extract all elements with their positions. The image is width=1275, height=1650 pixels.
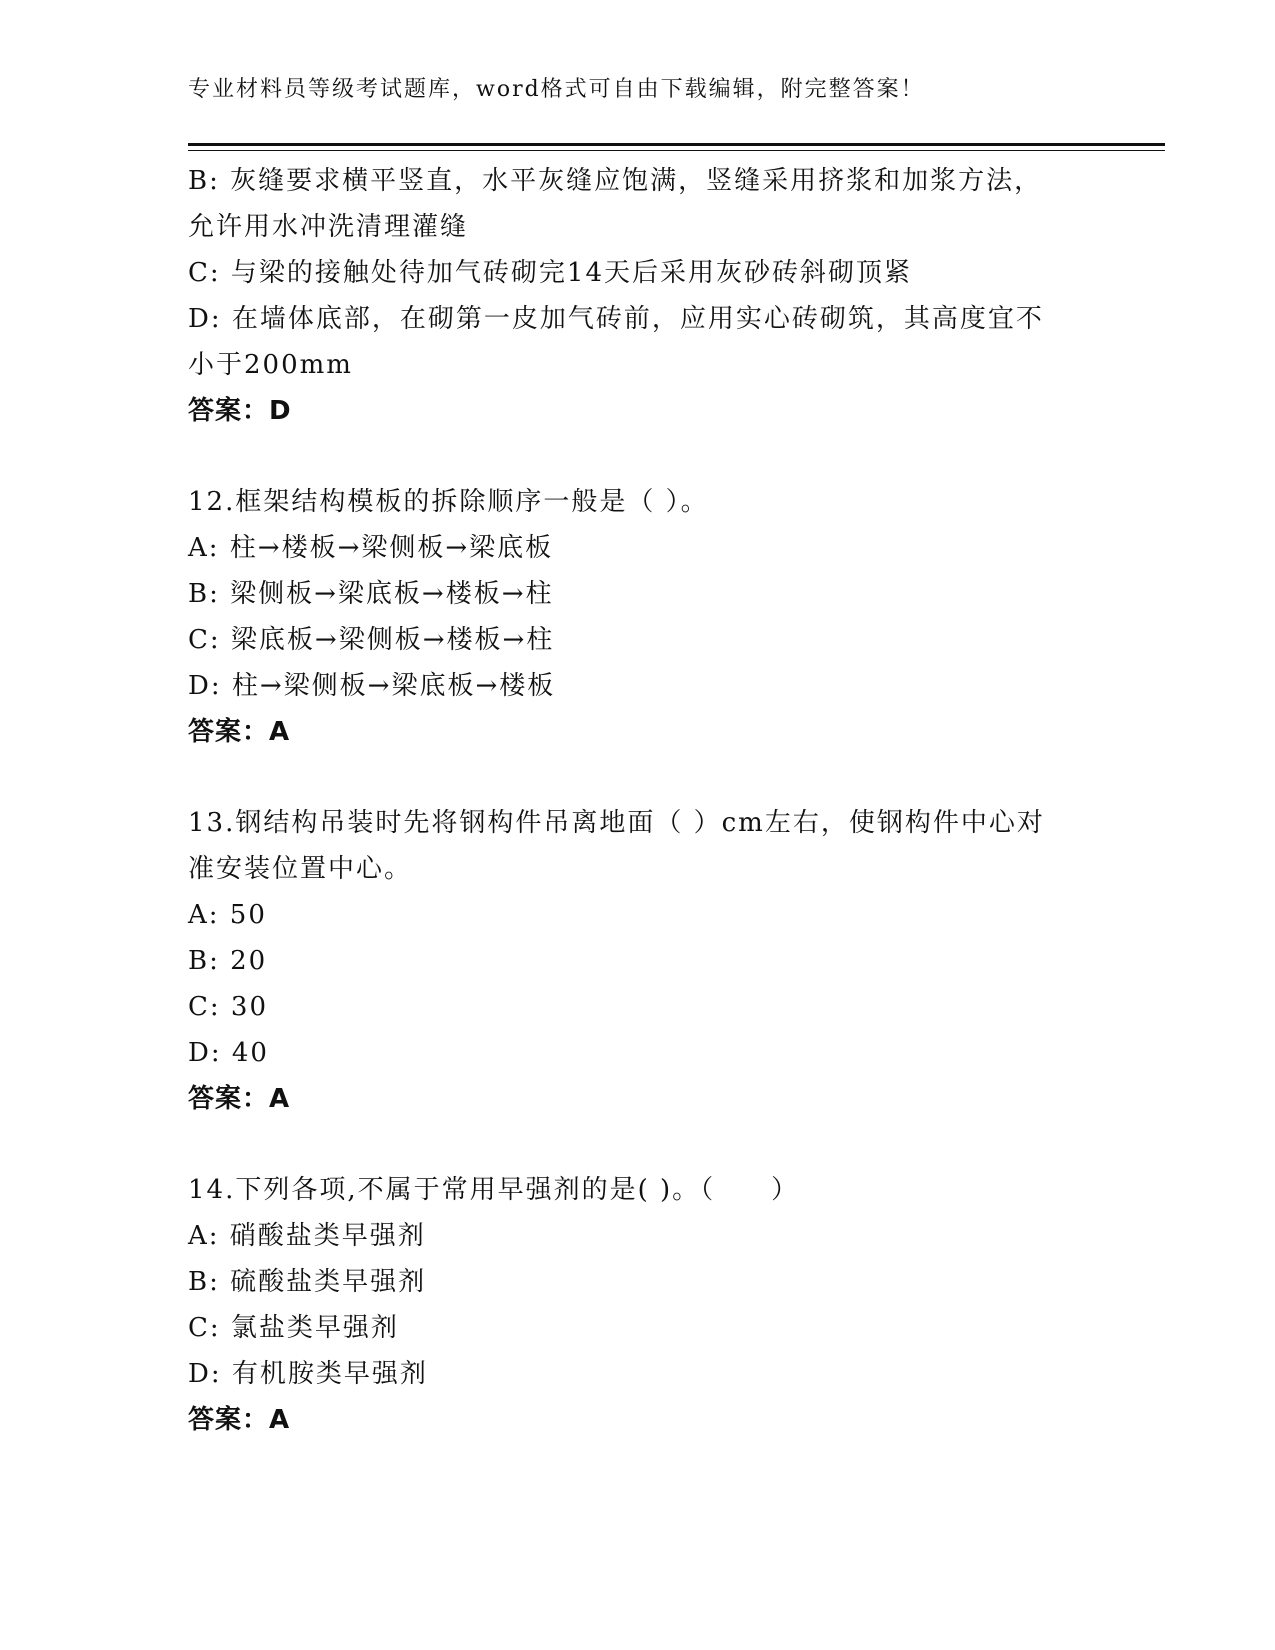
answer: 答案：A	[188, 1405, 291, 1435]
option-c: C: 与梁的接触处待加气砖砌完14天后采用灰砂砖斜砌顶紧	[188, 258, 913, 288]
option-d-line1: D: 在墙体底部，在砌第一皮加气砖前，应用实心砖砌筑，其高度宜不	[188, 304, 1044, 334]
spacer	[188, 434, 1088, 479]
option-c: C: 氯盐类早强剂	[188, 1313, 399, 1343]
option-c: C: 30	[188, 992, 269, 1022]
question-stem-line1: 13.钢结构吊装时先将钢构件吊离地面（ ）cm左右，使钢构件中心对	[188, 808, 1045, 838]
option-b: B: 梁侧板→梁底板→楼板→柱	[188, 579, 554, 609]
header-rule-thick	[188, 143, 1165, 146]
question-block-prev	[188, 158, 1088, 434]
option-a: A: 50	[188, 900, 267, 930]
spacer	[188, 1122, 1088, 1167]
question-stem-line2: 准安装位置中心。	[188, 854, 413, 884]
answer: 答案：A	[188, 1084, 291, 1114]
question-block-12	[188, 479, 1088, 755]
option-d-line2: 小于200mm	[188, 350, 353, 380]
document-body	[188, 158, 1088, 1443]
option-b: B: 20	[188, 946, 268, 976]
option-b-line1: B: 灰缝要求横平竖直，水平灰缝应饱满，竖缝采用挤浆和加浆方法，	[188, 166, 1043, 196]
question-block-14	[188, 1167, 1088, 1443]
option-a: A: 柱→楼板→梁侧板→梁底板	[188, 533, 554, 563]
spacer	[188, 755, 1088, 800]
answer: 答案：D	[188, 396, 292, 426]
option-c: C: 梁底板→梁侧板→楼板→柱	[188, 625, 555, 655]
document-header: 专业材料员等级考试题库，word格式可自由下载编辑，附完整答案！	[188, 77, 925, 102]
option-b-line2: 允许用水冲洗清理灌缝	[188, 212, 469, 242]
option-a: A: 硝酸盐类早强剂	[188, 1221, 426, 1251]
question-block-13	[188, 800, 1088, 1122]
answer: 答案：A	[188, 717, 291, 747]
question-stem: 12.框架结构模板的拆除顺序一般是（ ）。	[188, 487, 709, 517]
option-d: D: 有机胺类早强剂	[188, 1359, 428, 1389]
option-d: D: 40	[188, 1038, 269, 1068]
option-d: D: 柱→梁侧板→梁底板→楼板	[188, 671, 556, 701]
question-stem: 14.下列各项,不属于常用早强剂的是( )。（ ）	[188, 1175, 800, 1205]
header-rule-thin	[188, 150, 1165, 151]
option-b: B: 硫酸盐类早强剂	[188, 1267, 427, 1297]
